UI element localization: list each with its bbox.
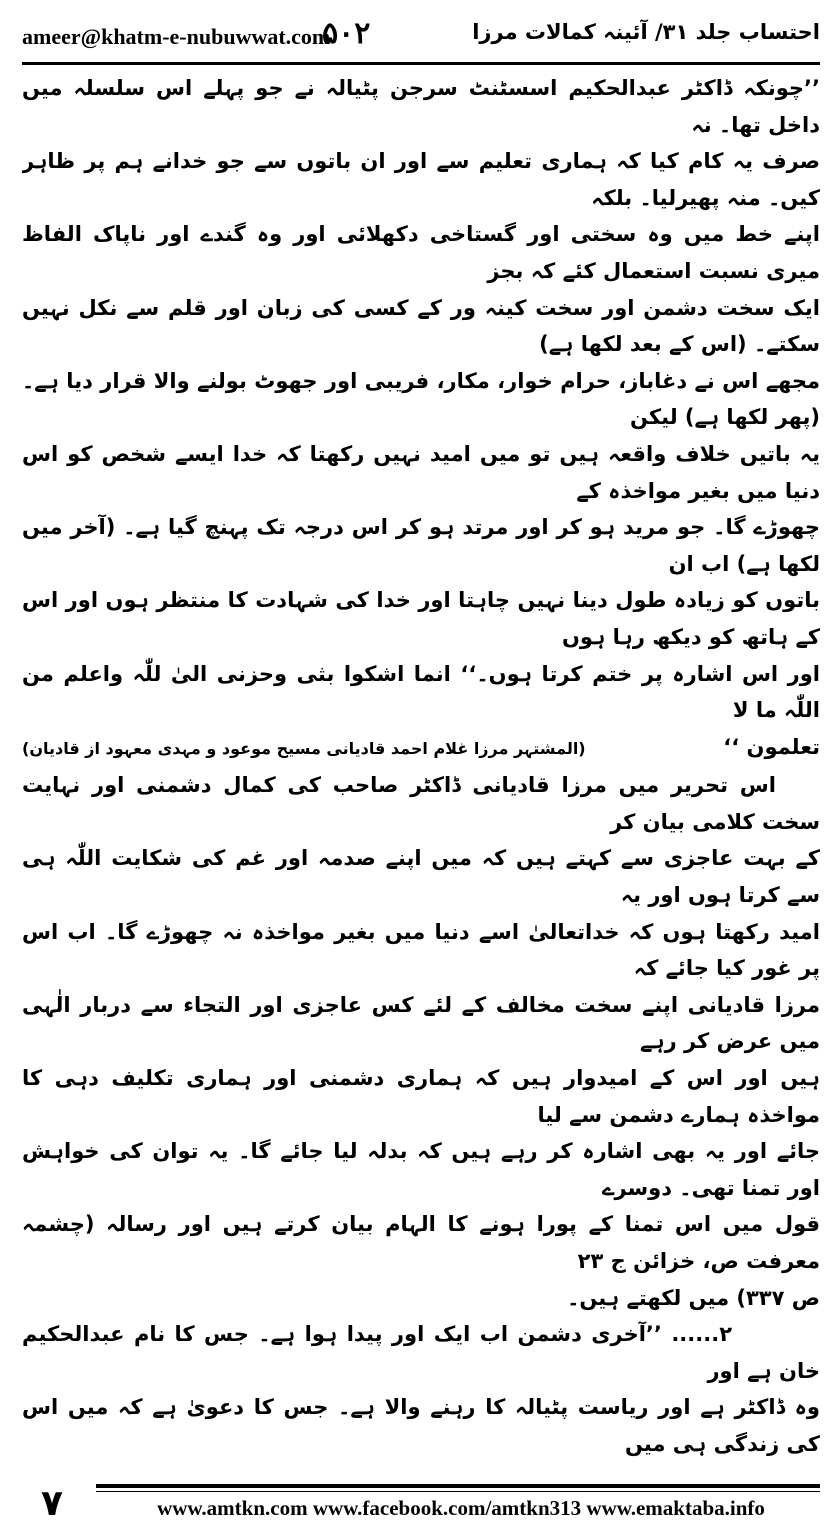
quote1-signature: (المشتہر مرزا غلام احمد قادیانی مسیح موعود و مہدی معہود از قادیان) — [22, 738, 586, 758]
header-email: ameer@khatm-e-nubuwwat.com — [22, 24, 331, 49]
page-body — [22, 70, 820, 1460]
page-number: ۵۰۲ — [322, 16, 371, 51]
page-footer — [22, 1478, 820, 1530]
quote1-line: اور اس اشارہ پر ختم کرتا ہوں۔‘‘ انما اشکوا بثی وحزنی الیٰ للّٰہ واعلم من اللّٰہ ما لا — [22, 661, 820, 723]
paragraph2-line: مرزا قادیانی اپنے سخت مخالف کے لئے کس عاجزی اور التجاء سے دربار الٰہی میں عرض کر رہے — [22, 992, 820, 1054]
quote1-signature-row — [22, 729, 820, 768]
paragraph2-line: ہیں اور اس کے امیدوار ہیں کہ ہماری دشمنی اور ہماری تکلیف دہی کا مواخذہ ہمارے دشمن سے لیا — [22, 1066, 820, 1127]
paragraph2-line: اس تحریر میں مرزا قادیانی ڈاکٹر صاحب کی کمال دشمنی اور نہایت سخت کلامی بیان کر — [22, 773, 820, 834]
paragraph2-line: جائے اور یہ بھی اشارہ کر رہے ہیں کہ بدلہ لیا جائے گا۔ یہ توان کی خواہش اور تمنا تھی۔ دوسرے — [22, 1139, 820, 1200]
footer-websites: www.amtkn.com www.facebook.com/amtkn313 www.emaktaba.info — [157, 1496, 765, 1520]
item2-line: وہ ڈاکٹر ہے اور ریاست پٹیالہ کا رہنے والا ہے۔ جس کا دعویٰ ہے کہ میں اس کی زندگی ہی میں — [22, 1395, 820, 1456]
item2-text: ’’آخری دشمن اب ایک اور پیدا ہوا ہے۔ جس کا نام عبدالحکیم خان ہے اور — [22, 1322, 820, 1383]
quote1-line: ایک سخت دشمن اور سخت کینہ ور کے کسی کی زبان اور قلم سے نکل نہیں سکتے۔ (اس کے بعد لکھا ہے) — [22, 295, 820, 357]
item2-number: ۲...... — [671, 1322, 733, 1347]
paragraph2-line: کے بہت عاجزی سے کہتے ہیں کہ میں اپنے صدمہ اور غم کی شکایت اللّٰہ ہی سے کرتا ہوں اور یہ — [22, 846, 820, 908]
footer-rule — [96, 1484, 820, 1488]
paragraph2-line: امید رکھتا ہوں کہ خداتعالیٰ اسے دنیا میں بغیر مواخذہ نہ چھوڑے گا۔ اب اس پر غور کیا جائے کہ — [22, 919, 820, 981]
paragraph2-line: قول میں اس تمنا کے پورا ہونے کا الہام بیان کرتے ہیں اور رسالہ (چشمہ معرفت ص، خزائن ج ۲۳ — [22, 1212, 820, 1273]
quote1-line: مجھے اس نے دغاباز، حرام خوار، مکار، فریبی اور جھوٹ بولنے والا قرار دیا ہے۔ (پھر لکھا ہے) لیکن — [22, 368, 820, 430]
paragraph2-line: ص ۳۳۷) میں لکھتے ہیں۔ — [567, 1285, 820, 1310]
quote1-line: چھوڑے گا۔ جو مرید ہو کر اور مرتد ہو کر اس درجہ تک پہنچ گیا ہے۔ (آخر میں لکھا ہے) اب ان — [22, 515, 820, 576]
quote1-line: ’’چونکہ ڈاکٹر عبدالحکیم اسسٹنٹ سرجن پٹیالہ نے جو پہلے اس سلسلہ میں داخل تھا۔ نہ — [22, 76, 820, 137]
quote1-line: یہ باتیں خلاف واقعہ ہیں تو میں امید نہیں رکھتا کہ خدا ایسے شخص کو اس دنیا میں بغیر مواخذہ کے — [22, 441, 820, 503]
quote1-last-word: تعلمون ‘‘ — [723, 734, 820, 759]
book-title: احتساب جلد ۳۱/ آئینہ کمالات مرزا — [472, 20, 820, 44]
page-header — [22, 14, 820, 58]
quote1-line: صرف یہ کام کیا کہ ہماری تعلیم سے اور ان باتوں سے جو خدانے ہم پر ظاہر کیں۔ منہ پھیرلیا۔ بلکہ — [22, 149, 820, 210]
header-rule — [22, 62, 820, 65]
item2-first-line — [22, 1316, 820, 1389]
footer-page-index: ۷ — [41, 1483, 63, 1524]
quote1-line: باتوں کو زیادہ طول دینا نہیں چاہتا اور خدا کی شہادت کا منتظر ہوں اور اس کے ہاتھ کو دیکھ رہا ہوں — [22, 588, 820, 649]
footer-rule-thin — [96, 1491, 820, 1492]
quote1-line: اپنے خط میں وہ سختی اور گستاخی دکھلائی اور وہ گندے اور ناپاک الفاظ میری نسبت استعمال کئے کہ بجز — [22, 222, 820, 283]
